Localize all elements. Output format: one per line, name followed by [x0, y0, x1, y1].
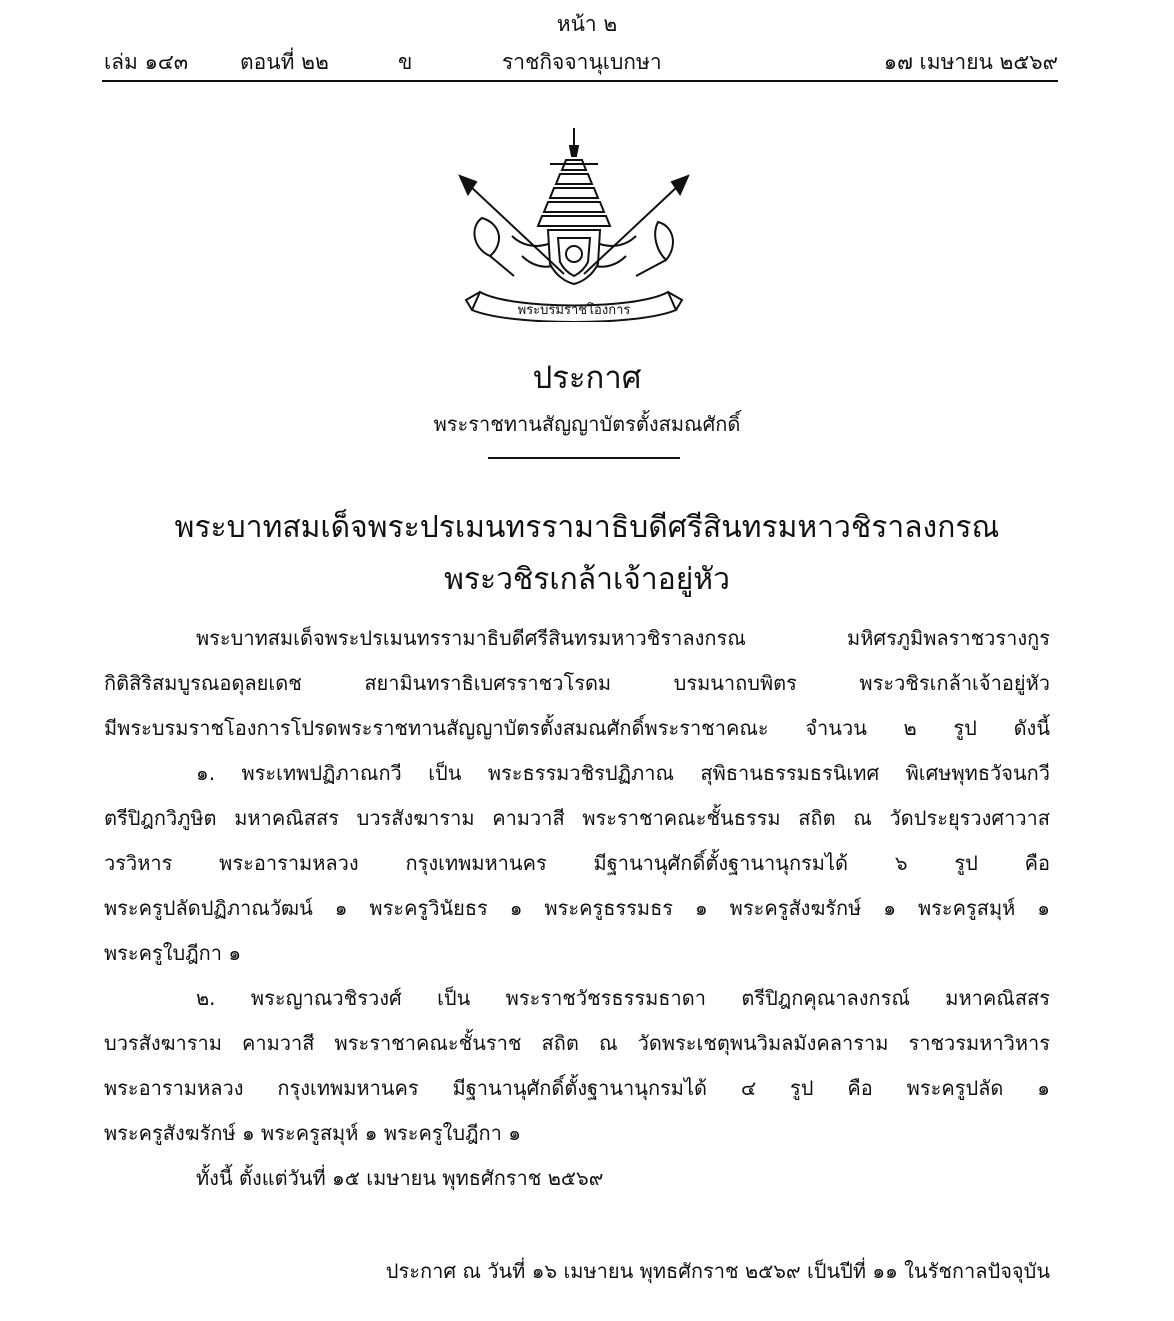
announcement-body	[104, 616, 1050, 1201]
body-line: มีพระบรมราชโองการโปรดพระราชทานสัญญาบัตรตั้งสมณศักดิ์พระราชาคณะ จำนวน ๒ รูป ดังนี้	[104, 716, 1050, 740]
item-line: พระครูใบฎีกา ๑	[104, 941, 242, 965]
header-divider	[102, 80, 1058, 82]
issue-number: ตอนที่ ๒๒	[240, 50, 329, 74]
closing-date-line: ประกาศ ณ วันที่ ๑๖ เมษายน พุทธศักราช ๒๕๖๙ เป็นปีที่ ๑๑ ในรัชกาลปัจจุบัน	[385, 1259, 1050, 1283]
item-line: ๑. พระเทพปฏิภาณกวี เป็น พระธรรมวชิรปฏิภาณ สุพิธานธรรมธรนิเทศ พิเศษพุทธวัจนกวี	[196, 761, 1050, 785]
royal-name-line: พระวชิรเกล้าเจ้าอยู่หัว	[444, 562, 730, 597]
body-line: กิติสิริสมบูรณอดุลยเดช สยามินทราธิเบศรราชวโรดม บรมนาถบพิตร พระวชิรเกล้าเจ้าอยู่หัว	[104, 671, 1050, 695]
gazette-name: ราชกิจจานุเบกษา	[502, 50, 662, 74]
item-line: บวรสังฆาราม คามวาสี พระราชาคณะชั้นราช สถิต ณ วัดพระเชตุพนวิมลมังคลาราม ราชวรมหาวิหาร	[104, 1031, 1050, 1055]
body-line: พระบาทสมเด็จพระปรเมนทรรามาธิบดีศรีสินทรมหาวชิราลงกรณ มหิศรภูมิพลราชวรางกูร	[196, 626, 1050, 650]
gazette-header	[104, 46, 1058, 78]
royal-seal-icon	[452, 126, 696, 322]
volume-number: เล่ม ๑๔๓	[104, 50, 189, 74]
emblem-banner-text: พระบรมราชโองการ	[517, 303, 631, 318]
item-line: พระอารามหลวง กรุงเทพมหานคร มีฐานานุศักดิ์ตั้งฐานานุกรมได้ ๔ รูป คือ พระครูปลัด ๑	[104, 1076, 1050, 1100]
effective-date-line: ทั้งนี้ ตั้งแต่วันที่ ๑๕ เมษายน พุทธศักราช ๒๕๖๙	[196, 1166, 604, 1190]
royal-command-emblem	[452, 126, 696, 322]
royal-name-line: พระบาทสมเด็จพระปรเมนทรรามาธิบดีศรีสินทรมหาวชิราลงกรณ	[174, 510, 1000, 545]
title-divider	[488, 457, 680, 459]
section-letter: ข	[398, 50, 413, 74]
publication-date: ๑๗ เมษายน ๒๕๖๙	[883, 50, 1058, 74]
item-line: ตรีปิฎกวิภูษิต มหาคณิสสร บวรสังฆาราม คามวาสี พระราชาคณะชั้นธรรม สถิต ณ วัดประยุรวงศาวาส	[104, 806, 1050, 830]
page-number: หน้า ๒	[556, 12, 618, 36]
announcement-subtitle: พระราชทานสัญญาบัตรตั้งสมณศักดิ์	[433, 412, 741, 436]
item-line: วรวิหาร พระอารามหลวง กรุงเทพมหานคร มีฐานานุศักดิ์ตั้งฐานานุกรมได้ ๖ รูป คือ	[104, 851, 1050, 875]
item-line: ๒. พระญาณวชิรวงศ์ เป็น พระราชวัชรธรรมธาดา ตรีปิฎกคุณาลงกรณ์ มหาคณิสสร	[196, 986, 1050, 1010]
royal-name-heading	[0, 502, 1174, 606]
announcement-title: ประกาศ	[532, 360, 642, 396]
item-line: พระครูสังฆรักษ์ ๑ พระครูสมุห์ ๑ พระครูใบฎีกา ๑	[104, 1121, 521, 1145]
item-line: พระครูปลัดปฏิภาณวัฒน์ ๑ พระครูวินัยธร ๑ พระครูธรรมธร ๑ พระครูสังฆรักษ์ ๑ พระครูสมุห์ ๑	[104, 896, 1050, 920]
